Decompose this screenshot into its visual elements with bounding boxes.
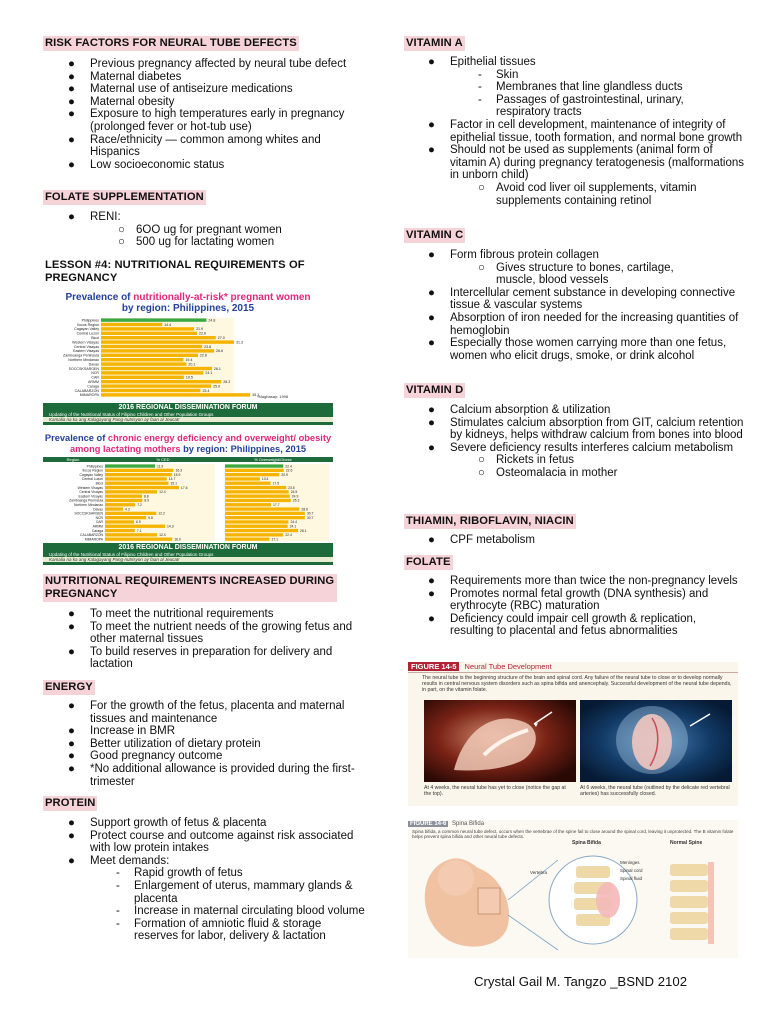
spina-bifida-illustration xyxy=(408,840,738,958)
chart1-bar xyxy=(101,371,203,374)
vitamin-d-list xyxy=(428,404,750,480)
chart2-bar-ow xyxy=(225,516,305,519)
chart1-bar xyxy=(101,362,186,365)
chart2-value-ced: 12.4 xyxy=(159,490,166,495)
chart2-value-ced: 8.8 xyxy=(143,494,149,499)
spinal-fluid-label: Spinal fluid xyxy=(620,876,643,881)
chart1-value-label: 28.3 xyxy=(223,380,231,384)
list-item: ● Severe deficiency results interferes calcium metabolism ○ Rickets in fetus ○ Osteomalacia in mother xyxy=(450,442,750,480)
chart2-bar-ced xyxy=(105,525,165,528)
chart1-bar xyxy=(101,318,206,321)
chart1-value-label: 24.1 xyxy=(205,371,213,376)
list-item: ● Support growth of fetus & placenta xyxy=(68,817,267,829)
chart2-bar-ced xyxy=(105,469,173,472)
normal-spine-label: Normal Spine xyxy=(670,840,703,846)
figure-145-caption: The neural tube is the beginning structure of the brain and spinal cord. Any failure of the neural tube to close or to develop normally results in central nervous system disorders such as spina bifida and anencephaly. Successful development of the neural tube depends, in part, on the vitamin folate. xyxy=(422,675,732,694)
list-item: ● Should not be used as supplements (animal form of vitamin A) during pregnancy teratogenesis (malformations in unborn child) ○ Avoid cod liver oil supplements, vitamin supplements containing retinol xyxy=(450,144,750,207)
chart1-plot xyxy=(43,316,333,402)
chart2-category-label: Bicol xyxy=(95,481,103,486)
chart2-col-region: Region xyxy=(66,457,80,462)
chart1-value-label: 22.6 xyxy=(199,331,207,336)
energy-list xyxy=(68,700,366,788)
list-item: ● Maternal obesity xyxy=(68,95,175,108)
chart1-value-label: 23.8 xyxy=(204,344,212,349)
chart1-value-label: 22.8 xyxy=(199,353,207,358)
chart2-category-label: Northern Mindanao xyxy=(73,503,103,507)
embryo-6-weeks-photo xyxy=(580,700,732,782)
chart2-category-label: NCR xyxy=(95,515,103,520)
list-item: ● Increase in BMR xyxy=(68,725,176,738)
chart2-category-label: Cagayan Valley xyxy=(79,472,103,477)
chart1-bar xyxy=(101,354,198,357)
chart2-col-ced: % CED xyxy=(156,457,170,462)
chart2-value-ced: 6.9 xyxy=(135,520,141,525)
chart2-value-ced: 8.9 xyxy=(144,498,150,503)
chart1-value-label: 14.4 xyxy=(164,322,172,327)
sub-list-item: - Enlargement of uterus, mammary glands & placenta xyxy=(116,879,353,905)
chart2-bar-ced xyxy=(105,490,157,493)
sub-list-item: ○ Rickets in fetus xyxy=(478,454,574,467)
vitamin-c-list xyxy=(428,249,750,362)
chart1-value-label: 19.4 xyxy=(185,358,193,362)
sub-list-item: - Rapid growth of fetus xyxy=(116,867,243,880)
chart2-value-ow: 28.6 xyxy=(301,507,308,512)
chart1-bar xyxy=(101,358,183,361)
chart1-category-label: CAR xyxy=(91,375,99,380)
vitamin-a-list xyxy=(428,56,750,207)
chart2-bar-ow xyxy=(225,520,288,523)
chart2-bar-ced xyxy=(105,533,157,536)
energy-heading: ENERGY xyxy=(45,681,93,693)
chart1-category-label: Caraga xyxy=(87,384,99,389)
chart2-value-ow: 13.4 xyxy=(261,477,269,482)
chart2-category-label: CALABARZON xyxy=(80,533,103,538)
chart2-value-ced: 15.9 xyxy=(173,472,181,477)
chart2-value-ow: 25.3 xyxy=(292,498,300,503)
chart2-value-ow: 23.5 xyxy=(288,485,295,490)
list-item: ● Meet demands: - Rapid growth of fetus - Enlargement of uterus, mammary glands & placenta - Increase in maternal circulating blood volume - Formation of amniotic fluid & storage reserves for labor, delivery & lactation xyxy=(68,854,365,943)
list-item: ● Calcium absorption & utilization xyxy=(428,404,611,416)
list-item: ● Requirements more than twice the non-pregnancy levels xyxy=(428,575,738,587)
list-item: ● Intercellular cement substance in developing connective tissue & vascular systems xyxy=(428,286,736,312)
chart1-footnote: *Magbasay: 1998 xyxy=(257,394,289,399)
chart2-category-label: Caraga xyxy=(91,528,103,533)
chart2-category-label: Zamboanga Peninsula xyxy=(69,498,103,503)
chart2-category-label: Davao xyxy=(93,507,103,512)
list-item: ● Protect course and outcome against risk associated with low protein intakes xyxy=(68,829,354,855)
footer-author: Crystal Gail M. Tangzo _BSND 2102 xyxy=(474,974,688,989)
chart1-value-label: 26.6 xyxy=(216,349,224,354)
chart1-value-label: 24.8 xyxy=(208,318,216,323)
chart2-category-label: SOCCSKSARGEN xyxy=(74,511,103,516)
list-item: ● Maternal diabetes xyxy=(68,70,182,83)
chart1-bar xyxy=(101,345,202,348)
chart1-bar xyxy=(101,332,197,335)
thiamin-heading: THIAMIN, RIBOFLAVIN, NIACIN xyxy=(406,515,574,527)
chart2-value-ow: 22.6 xyxy=(285,468,293,473)
chart2-value-ced: 11.9 xyxy=(156,464,164,469)
spina-bifida-label: Spina Bifida xyxy=(572,840,601,846)
reni-list xyxy=(68,211,360,249)
chart2-bar-ced xyxy=(105,473,172,476)
chart1-category-label: Bicol xyxy=(91,336,99,340)
sub-list-item: ○ Gives structure to bones, cartilage, muscle, blood vessels xyxy=(478,261,674,287)
figure-146-caption: Spina bifida, a common neural tube defect, occurs when the vertebrae of the spine fail to close around the spinal cord, leaving it unprotected. The B vitamin folate helps prevent spina bifida and other neural tube defects. xyxy=(412,829,734,840)
chart2-value-ow: 24.1 xyxy=(289,524,297,529)
chart1-category-label: SOCCSKSARGEN xyxy=(68,366,99,371)
figure-145-credit xyxy=(410,676,418,786)
chart1-value-label: 21.9 xyxy=(196,327,204,332)
chart-nutritionally-at-risk xyxy=(43,292,333,425)
chart1-category-label: Western Visayas xyxy=(72,340,99,345)
chart2-bar-ow xyxy=(225,512,305,515)
chart1-category-label: Philippines xyxy=(81,318,99,323)
chart2-bar-ced xyxy=(105,482,168,485)
chart2-category-label: ARMM xyxy=(92,524,103,529)
chart1-bar xyxy=(101,384,211,387)
chart2-bar-ced xyxy=(105,503,135,506)
chart-ced-overweight xyxy=(43,433,333,565)
chart2-bar-ow xyxy=(225,495,290,498)
chart2-value-ced: 14.3 xyxy=(167,524,174,529)
chart2-value-ow: 22.4 xyxy=(285,533,292,538)
list-item: ● To meet the nutritional requirements xyxy=(68,608,274,620)
chart1-category-label: Central Visayas xyxy=(73,344,99,349)
chart1-category-label: Northern Mindanao xyxy=(68,358,99,362)
figure-neural-tube-development xyxy=(408,662,738,806)
chart2-bar-ow xyxy=(225,503,271,506)
chart2-value-ced: 7.2 xyxy=(137,503,142,507)
chart2-bar-ow xyxy=(225,482,271,485)
chart1-category-label: Cagayan Valley xyxy=(74,327,99,332)
spinal-cord-label: Spinal cord xyxy=(620,868,643,873)
figure-145-left-caption: At 4 weeks, the neural tube has yet to close (notice the gap at the top). xyxy=(424,785,566,797)
chart1-bar xyxy=(101,367,212,370)
chart2-value-ced: 14.7 xyxy=(168,477,176,482)
chart2-value-ow: 24.4 xyxy=(290,520,298,525)
chart2-bar-ced xyxy=(105,507,123,510)
chart1-value-label: 27.0 xyxy=(217,336,225,340)
list-item: ● To meet the nutrient needs of the growing fetus and other maternal tissues xyxy=(68,620,353,646)
list-item: ● Deficiency could impair cell growth & replication, resulting to placental and fetus abnormalities xyxy=(428,612,697,638)
chart1-bar xyxy=(101,336,216,339)
chart1-category-label: NCR xyxy=(91,371,99,376)
chart1-bar xyxy=(101,349,214,352)
chart1-value-label: 19.5 xyxy=(185,375,193,380)
chart1-value-label: 25.9 xyxy=(213,384,221,389)
chart2-bar-ced xyxy=(105,495,142,498)
chart2-value-ced: 17.6 xyxy=(180,485,188,490)
chart2-value-ced: 9.8 xyxy=(148,515,153,520)
chart2-bar-ow xyxy=(225,490,289,493)
chart1-bar xyxy=(101,380,221,383)
chart2-bar-ow xyxy=(225,473,279,476)
chart1-bar xyxy=(101,340,234,343)
list-item: ● Low socioeconomic status xyxy=(68,158,225,171)
chart2-value-ced: 16.3 xyxy=(175,468,183,473)
chart2-bar-ow xyxy=(225,464,283,467)
list-item: ● Epithelial tissues - Skin - Membranes that line glandless ducts - Passages of gastrointestinal, urinary, respiratory tracts xyxy=(450,56,750,119)
chart2-value-ced: 7.1 xyxy=(136,528,142,533)
sub-list-item: ○ Osteomalacia in mother xyxy=(478,466,618,479)
list-item: ● Especially those women carrying more than one fetus, women who elicit drugs, smoke, or drink alcohol xyxy=(428,337,727,362)
chart1-category-label: Davao xyxy=(88,362,99,367)
sub-list-item: ○ 6OO ug for pregnant women xyxy=(118,223,282,236)
folate-heading: FOLATE xyxy=(406,556,451,568)
chart2-bar-ced xyxy=(105,520,134,523)
chart2-value-ow: 24.5 xyxy=(290,490,298,495)
list-item: ● Exposure to high temperatures early in pregnancy (prolonged fever or hot-tub use) xyxy=(68,108,345,133)
chart1-category-label: Ilocos Region xyxy=(77,322,99,327)
increased-heading: NUTRITIONAL REQUIREMENTS INCREASED DURING PREGNANCY xyxy=(43,574,337,602)
sub-list-item: - Passages of gastrointestinal, urinary, respiratory tracts xyxy=(478,93,684,119)
list-item: ● For the growth of the fetus, placenta and maternal tissues and maintenance xyxy=(68,700,345,725)
chart1-bar xyxy=(101,393,250,396)
chart1-bar xyxy=(101,323,162,326)
chart2-bar-ced xyxy=(105,512,156,515)
chart2-bar-ow xyxy=(225,499,291,502)
figure-145-right-caption: At 6 weeks, the neural tube (outlined by the delicate red vertebral arteries) has successfully closed. xyxy=(580,785,730,797)
chart2-value-ow: 17.1 xyxy=(271,537,279,542)
chart1-value-label: 20.1 xyxy=(188,362,196,367)
chart1-category-label: CALABARZON xyxy=(74,388,99,393)
chart2-bar-ced xyxy=(105,516,146,519)
sub-list-item: - Membranes that line glandless ducts xyxy=(478,81,683,94)
chart2-title: Prevalence of chronic energy deficiency and overweight/ obesity among lactating mothers by region: Philippines, 2015 xyxy=(44,433,332,454)
chart1-value-label: 35.1 xyxy=(252,393,260,398)
sub-list-item: - Skin xyxy=(478,68,519,81)
sub-list-item: ○ Avoid cod liver oil supplements, vitamin supplements containing retinol xyxy=(478,181,697,207)
chart2-category-label: Western Visayas xyxy=(77,485,103,490)
chart2-value-ced: 15.1 xyxy=(170,481,178,486)
chart2-value-ow: 22.4 xyxy=(285,464,292,469)
chart2-value-ced: 4.3 xyxy=(125,507,130,512)
vertebra-label: Vertebra xyxy=(530,870,548,875)
sub-list-item: ○ 500 ug for lactating women xyxy=(118,236,275,249)
chart2-bar-ow xyxy=(225,525,288,528)
chart2-bar-ow xyxy=(225,529,298,532)
list-item: ● To build reserves in preparation for delivery and lactation xyxy=(68,645,333,671)
chart1-title: Prevalence of nutritionally-at-risk* pregnant women by region: Philippines, 2015 xyxy=(65,292,311,314)
chart2-banner: 2016 REGIONAL DISSEMINATION FORUM Updating of the Nutritional Status of Filipino Children and Other Population Groups Kamalia na ka ang Kalagayang Pang-nutrisyon ay faan al Jeucat! xyxy=(43,543,333,565)
vitamin-d-heading: VITAMIN D xyxy=(406,384,464,396)
list-item: ● Promotes normal fetal growth (DNA synthesis) and erythrocyte (RBC) maturation xyxy=(428,587,709,613)
folate-list xyxy=(428,575,740,638)
list-item: ● *No additional allowance is provided during the first-trimester xyxy=(68,762,355,788)
list-item: ● CPF metabolism xyxy=(428,534,535,546)
chart2-value-ced: 12.2 xyxy=(158,511,165,516)
vitamin-c-heading: VITAMIN C xyxy=(406,229,464,241)
chart2-value-ced: 12.4 xyxy=(159,533,166,538)
lesson-heading: LESSON #4: NUTRITIONAL REQUIREMENTS OF PREGNANCY xyxy=(45,259,305,284)
chart2-bar-ced xyxy=(105,464,155,467)
chart1-category-label: MIMAROPA xyxy=(79,393,99,398)
list-item: ● Good pregnancy outcome xyxy=(68,750,223,763)
chart1-bar xyxy=(101,389,200,392)
list-item: ● Form fibrous protein collagen ○ Gives structure to bones, cartilage, muscle, blood vessels xyxy=(450,249,750,287)
chart2-bar-ow xyxy=(225,469,284,472)
chart2-value-ow: 17.7 xyxy=(273,503,280,507)
list-item: ● Stimulates calcium absorption from GIT, calcium retention by kidneys, helps withdraw calcium from bones into blood xyxy=(428,416,744,442)
chart2-category-label: MIMAROPA xyxy=(84,537,103,542)
chart2-category-label: Central Visayas xyxy=(79,490,103,495)
chart2-bar-ow xyxy=(225,477,260,480)
chart2-value-ced: 16.0 xyxy=(174,537,181,542)
increased-list xyxy=(68,608,366,671)
risk-list xyxy=(68,58,360,171)
chart1-category-label: Central Luzon xyxy=(76,331,99,336)
chart1-category-label: ARMM xyxy=(88,380,99,384)
chart2-value-ow: 17.5 xyxy=(272,481,280,486)
thiamin-list xyxy=(428,534,750,547)
chart2-category-label: Philippines xyxy=(86,464,103,469)
list-item: ● RENI: ○ 6OO ug for pregnant women ○ 500 ug for lactating women xyxy=(90,211,360,249)
chart2-bar-ced xyxy=(105,538,172,541)
chart2-bar-ced xyxy=(105,486,179,489)
chart2-category-label: Eastern Visayas xyxy=(78,494,103,499)
meninges-label: Meninges xyxy=(620,860,640,865)
chart2-bar-ow xyxy=(225,533,283,536)
chart2-bar-ow xyxy=(225,507,299,510)
chart2-category-label: Ilocos Region xyxy=(82,468,103,473)
chart2-bar-ow xyxy=(225,486,286,489)
chart2-category-label: CAR xyxy=(95,520,103,525)
sub-list-item: - Increase in maternal circulating blood volume xyxy=(116,905,365,918)
risk-heading: RISK FACTORS FOR NEURAL TUBE DEFECTS xyxy=(45,37,297,49)
list-item: ● Better utilization of dietary protein xyxy=(68,737,261,750)
chart2-bar-ced xyxy=(105,529,135,532)
list-item: ● Factor in cell development, maintenance of integrity of epithelial tissue, tooth formation, and normal bone growth xyxy=(428,118,743,144)
chart2-bar-ced xyxy=(105,477,167,480)
list-item: ● Absorption of iron needed for the increasing quantities of hemoglobin xyxy=(428,311,739,337)
chart2-value-ow: 24.9 xyxy=(291,494,299,499)
chart1-banner: 2016 REGIONAL DISSEMINATION FORUM Updating of the Nutritional Status of Filipino Children and Other Population Groups Kamalia na ka ang Kalagayang Pang-nutrisyon ay faan al Jeucat! xyxy=(43,403,333,425)
chart1-category-label: Zamboanga Peninsula xyxy=(63,353,99,358)
chart2-plot xyxy=(43,457,333,542)
chart2-value-ow: 30.7 xyxy=(306,515,314,520)
chart2-value-ow: 30.7 xyxy=(306,511,314,516)
chart2-col-ow: % Overweight/Obese xyxy=(254,457,292,462)
chart1-bar xyxy=(101,376,184,379)
list-item: ● Race/ethnicity — common among whites and Hispanics xyxy=(68,133,321,159)
chart2-bar-ced xyxy=(105,499,142,502)
protein-heading: PROTEIN xyxy=(45,797,96,809)
embryo-4-weeks-photo xyxy=(424,700,576,782)
folate-supplementation-heading: FOLATE SUPPLEMENTATION xyxy=(45,191,204,203)
list-item: ● Maternal use of antiseizure medications xyxy=(68,83,293,96)
chart1-value-label: 23.4 xyxy=(202,388,210,393)
chart2-bar-ow xyxy=(225,538,269,541)
protein-list xyxy=(68,817,366,943)
sub-list-item: - Formation of amniotic fluid & storage reserves for labor, delivery & lactation xyxy=(116,917,326,943)
chart2-value-ow: 28.1 xyxy=(300,528,307,533)
chart2-value-ow: 20.9 xyxy=(281,472,288,477)
figure-spina-bifida xyxy=(408,820,738,958)
chart1-category-label: Eastern Visayas xyxy=(73,349,99,354)
chart1-bar xyxy=(101,327,194,330)
chart1-value-label: 31.3 xyxy=(236,340,244,345)
chart2-category-label: Central Luzon xyxy=(81,477,103,482)
chart1-value-label: 26.1 xyxy=(213,366,221,371)
figure-145-header: FIGURE 14-5 Neural Tube Development xyxy=(408,662,738,673)
list-item: ● Previous pregnancy affected by neural tube defect xyxy=(68,58,347,70)
vitamin-a-heading: VITAMIN A xyxy=(406,37,463,49)
figure-146-header: FIGURE 14-6 Spina Bifida xyxy=(410,821,485,827)
